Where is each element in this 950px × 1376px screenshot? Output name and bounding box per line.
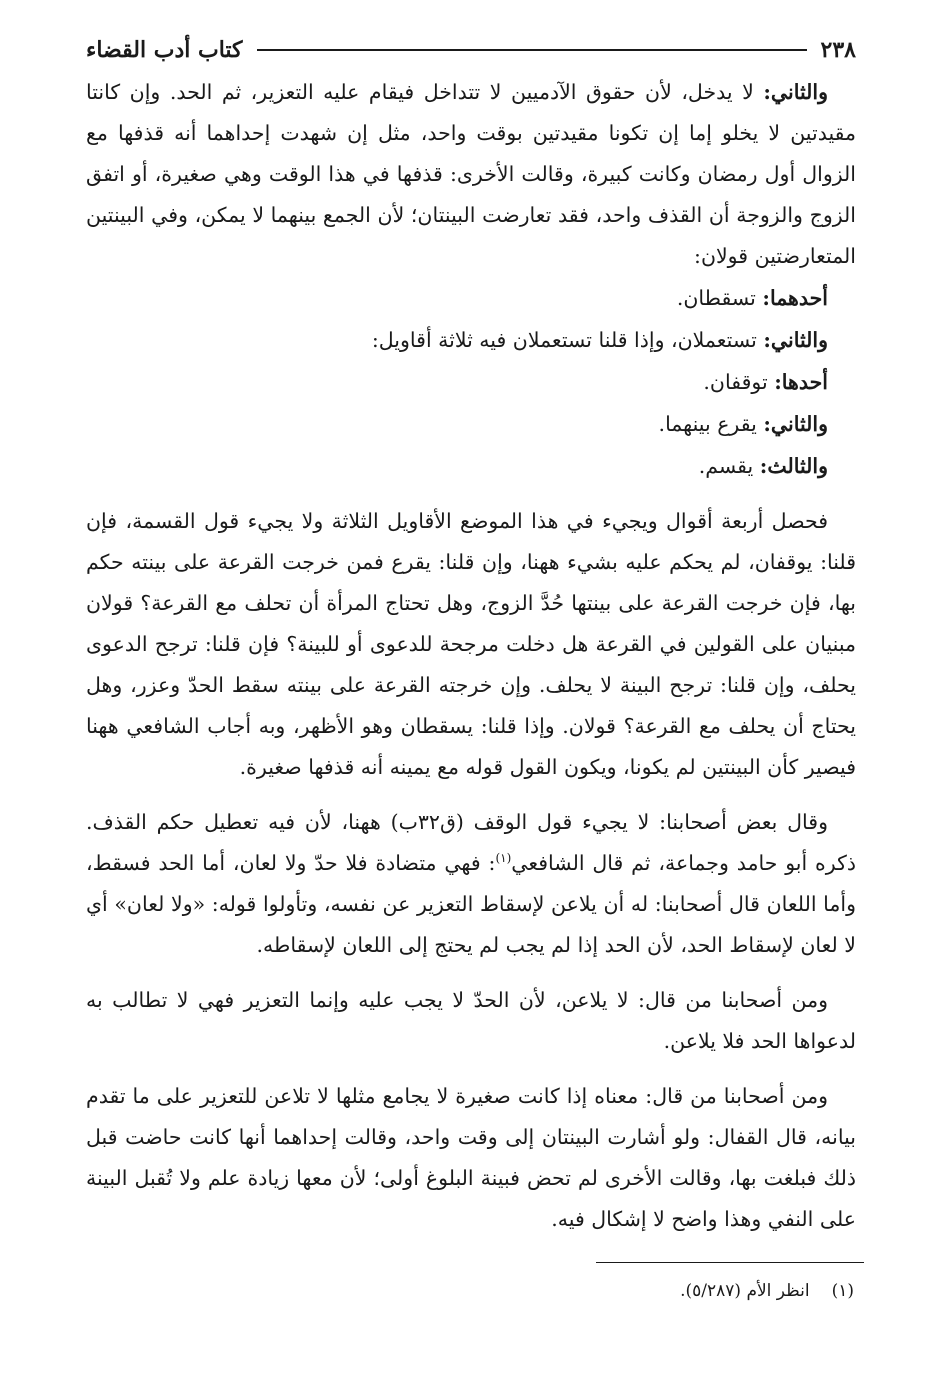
item-lead: والثاني:	[763, 328, 828, 352]
header-rule	[257, 49, 807, 51]
paragraph-1-text: لا يدخل، لأن حقوق الآدميين لا تتداخل فيقام عليه التعزير، ثم الحد. وإن كانتا مقيدتين لا يخلو إما إن تكونا مقيدتين بوقت واحد، مثل إن شهدت إحداهما أنه قذفها مع الزوال أول رمضان وكانت كبيرة، وقالت الأخرى: قذفها في هذا الوقت وهي صغيرة، أو اتفق الزوج والزوجة أن القذف واحد، فقد تعارضت البينتان؛ لأن الجمع بينهما لا يمكن، وفي البينتين المتعارضتين قولان:	[86, 80, 856, 268]
footnote	[680, 1276, 854, 1306]
list-item	[86, 277, 856, 319]
page-body	[86, 28, 856, 1240]
paragraph-5: ومن أصحابنا من قال: معناه إذا كانت صغيرة لا يجامع مثلها لا تلاعن للتعزير على ما تقدم بيانه، قال القفال: ولو أشارت البينتان إلى وقت واحد، وقالت إحداهما أنها كانت حاضت قبل ذلك فبلغت بها، وقالت الأخرى لم تحض فبينة البلوغ أولى؛ لأن معها زيادة علم ولا تُقبل البينة على النفي وهذا واضح لا إشكال فيه.	[86, 1084, 856, 1231]
page-header	[86, 28, 856, 72]
footnote-number: (١)	[831, 1281, 854, 1301]
item-lead: أحدها:	[774, 370, 828, 394]
paragraph-1	[86, 72, 856, 277]
paragraph-2: فحصل أربعة أقوال ويجيء في هذا الموضع الأقاويل الثلاثة ولا يجيء قول القسمة، فإن قلنا: يوقفان، لم يحكم عليه بشيء ههنا، وإن قلنا: يقرع فمن خرجت القرعة على بينته حكم بها، فإن خرجت القرعة على بينتها حُدَّ الزوج، وهل تحتاج المرأة أن تحلف مع القرعة؟ قولان مبنيان على القولين في القرعة هل دخلت مرجحة للدعوى أو للبينة؟ فإن قلنا: ترجح الدعوى يحلف، وإن قلنا: ترجح البينة لا يحلف. وإن خرجته القرعة على بينته سقط الحدّ وعزر، وهل يحتاج أن يحلف مع القرعة؟ قولان. وإذا قلنا: يسقطان وهو الأظهر، وبه أجاب الشافعي ههنا فيصير كأن البينتين لم يكونا، ويكون القول قوله مع يمينه أنه قذفها صغيرة.	[86, 509, 856, 779]
footnote-reference[interactable]: (١)	[495, 851, 512, 866]
footnote-divider	[596, 1262, 864, 1263]
book-title: كتاب أدب القضاء	[86, 37, 243, 63]
item-text: تسقطان.	[676, 286, 756, 310]
list-item	[86, 403, 856, 445]
page-number: ٢٣٨	[820, 37, 856, 63]
paragraph-3-text-b: : فهي متضادة فلا حدّ ولا لعان، أما الحد فسقط، وأما اللعان قال أصحابنا: له أن يلاعن لإسقاط التعزير عن نفسه، وتأولوا قوله: «ولا لعان» أي لا لعان لإسقاط الحد، لأن الحد إذا لم يجب لم يحتج إلى اللعان لإسقاطه.	[86, 851, 856, 957]
item-text: توقفان.	[703, 370, 768, 394]
item-lead: والثالث:	[759, 454, 828, 478]
list-item	[86, 445, 856, 487]
item-text: يقسم.	[698, 454, 754, 478]
paragraph-3-text-a: وقال بعض أصحابنا: لا يجيء قول الوقف (ق٣٢ب) ههنا، لأن فيه تعطيل حكم القذف. ذكره أبو حامد وجماعة، ثم قال الشافعي	[86, 810, 856, 875]
item-text: يقرع بينهما.	[658, 412, 757, 436]
paragraph-4: ومن أصحابنا من قال: لا يلاعن، لأن الحدّ لا يجب عليه وإنما التعزير فهي لا تطالب به لدعواها الحد فلا يلاعن.	[86, 988, 856, 1053]
item-text: تستعملان، وإذا قلنا تستعملان فيه ثلاثة أقاويل:	[371, 328, 757, 352]
list-item	[86, 319, 856, 361]
paragraph-1-lead: والثاني:	[763, 80, 828, 104]
list-item	[86, 361, 856, 403]
item-lead: والثاني:	[763, 412, 828, 436]
paragraph-3	[86, 802, 856, 966]
footnote-text: انظر الأم (٥/٢٨٧).	[680, 1281, 810, 1301]
item-lead: أحدهما:	[762, 286, 828, 310]
